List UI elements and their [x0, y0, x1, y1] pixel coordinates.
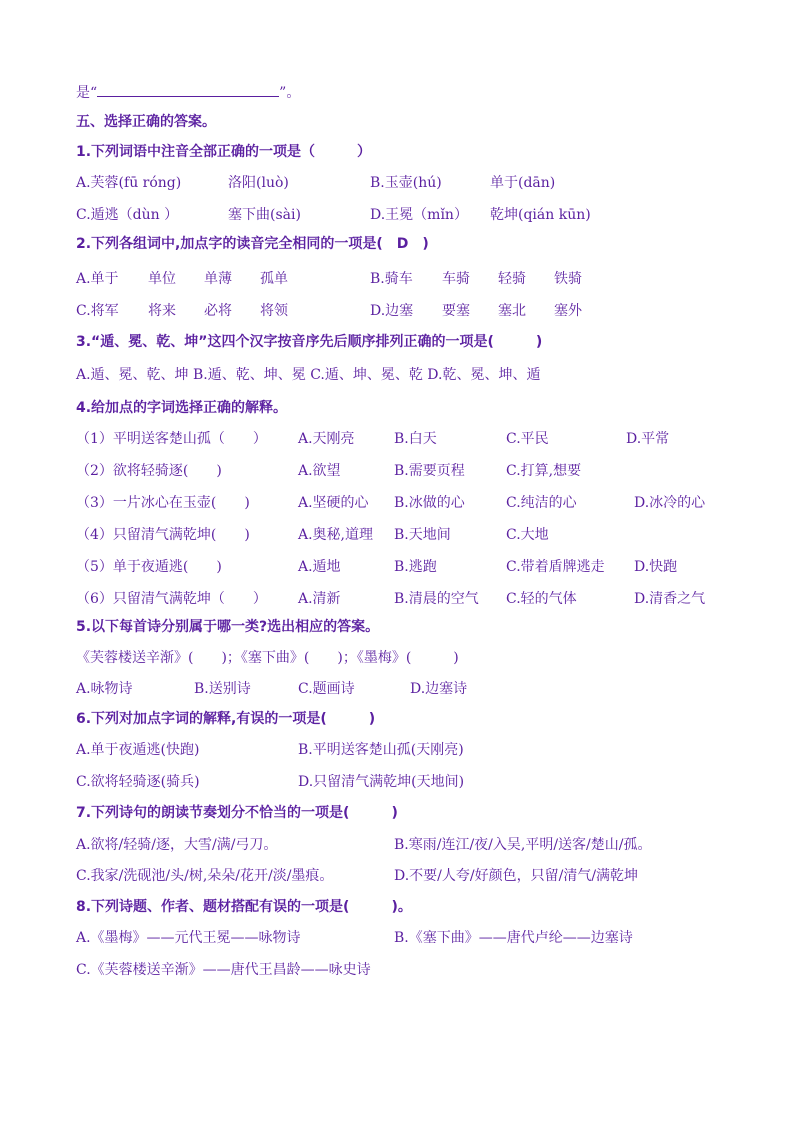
q1-option-c2: 塞下曲(sài): [228, 207, 301, 223]
q1-option-b: B.玉壶(hú): [370, 175, 442, 191]
q1-option-d2: 乾坤(qián kūn): [490, 207, 591, 223]
q6-option-d: D.只留清气满乾坤(天地间): [298, 774, 465, 790]
q4-option: C.带着盾牌逃走: [506, 559, 605, 575]
q2-word: 要塞: [442, 303, 470, 319]
q4-option: D.快跑: [634, 559, 678, 575]
q4-option: B.白天: [394, 431, 437, 447]
q5-option: C.题画诗: [298, 681, 355, 697]
q4-option: A.坚硬的心: [298, 495, 369, 511]
q2-word: C.将军: [76, 303, 119, 319]
intro-prefix: 是“: [76, 85, 98, 101]
q4-stem: （3）一片冰心在玉壶( ): [76, 495, 250, 511]
q7-option-d: D.不要/人夸/好颜色，只留/清气/满乾坤: [394, 868, 639, 884]
q2-word: 塞北: [498, 303, 526, 319]
q8-option-b: B.《塞下曲》——唐代卢纶——边塞诗: [394, 930, 633, 946]
question-6-title: 6.下列对加点字词的解释,有误的一项是( ): [76, 711, 376, 727]
q1-option-b2: 单于(dān): [490, 175, 556, 191]
q2-word: B.骑车: [370, 271, 413, 287]
section-title: 五、选择正确的答案。: [76, 114, 216, 130]
q4-option: D.清香之气: [634, 591, 706, 607]
q4-option: B.需要页程: [394, 463, 465, 479]
question-4-title: 4.给加点的字词选择正确的解释。: [76, 400, 288, 416]
question-8-title: 8.下列诗题、作者、题材搭配有误的一项是( )。: [76, 899, 412, 915]
question-3-options: A.遁、冕、乾、坤 B.遁、乾、坤、冕 C.遁、坤、冕、乾 D.乾、冕、坤、遁: [76, 367, 541, 383]
q8-option-a: A.《墨梅》——元代王冕——咏物诗: [76, 930, 301, 946]
q5-option: D.边塞诗: [410, 681, 468, 697]
q7-option-c: C.我家/洗砚池/头/树,朵朵/花开/淡/墨痕。: [76, 868, 334, 884]
q4-option: D.平常: [626, 431, 670, 447]
q2-word: 车骑: [442, 271, 470, 287]
question-1-title: 1.下列词语中注音全部正确的一项是（ ）: [76, 144, 372, 160]
question-2-title: 2.下列各组词中,加点字的读音完全相同的一项是( D ): [76, 236, 429, 252]
q7-option-a: A.欲将/轻骑/逐，大雪/满/弓刀。: [76, 837, 278, 853]
q4-stem: （2）欲将轻骑逐( ): [76, 463, 222, 479]
q2-word: 单位: [148, 271, 176, 287]
q5-option: A.咏物诗: [76, 681, 133, 697]
q4-option: B.天地间: [394, 527, 451, 543]
q4-option: B.逃跑: [394, 559, 437, 575]
q2-word: 铁骑: [554, 271, 582, 287]
q4-option: D.冰冷的心: [634, 495, 706, 511]
q4-option: A.天刚亮: [298, 431, 355, 447]
q2-word: 轻骑: [498, 271, 526, 287]
q7-option-b: B.寒雨/连江/夜/入吴,平明/送客/楚山/孤。: [394, 837, 652, 853]
intro-suffix: ”。: [279, 85, 301, 101]
q4-stem: （1）平明送客楚山孤（ ）: [76, 431, 267, 447]
question-5-poems: 《芙蓉楼送辛渐》( )；《塞下曲》( )；《墨梅》( ): [76, 650, 459, 666]
q4-option: A.清新: [298, 591, 341, 607]
intro-line: [76, 82, 300, 103]
q4-option: B.清晨的空气: [394, 591, 479, 607]
q2-word: 必将: [204, 303, 232, 319]
q4-stem: （6）只留清气满乾坤（ ）: [76, 591, 267, 607]
q4-stem: （4）只留清气满乾坤( ): [76, 527, 250, 543]
q1-option-a: A.芙蓉(fū róng): [76, 175, 182, 191]
q4-stem: （5）单于夜遁逃( ): [76, 559, 222, 575]
q1-option-a2: 洛阳(luò): [228, 175, 289, 191]
q2-word: 将领: [260, 303, 288, 319]
q8-option-c: C.《芙蓉楼送辛渐》——唐代王昌龄——咏史诗: [76, 962, 371, 978]
question-3-title: 3.“遁、冕、乾、坤”这四个汉字按音序先后顺序排列正确的一项是( ): [76, 334, 543, 350]
q4-option: C.打算,想要: [506, 463, 582, 479]
q4-option: C.平民: [506, 431, 549, 447]
q6-option-c: C.欲将轻骑逐(骑兵): [76, 774, 200, 790]
q4-option: C.大地: [506, 527, 549, 543]
q4-option: A.欲望: [298, 463, 341, 479]
answer-blank: [97, 82, 279, 97]
q6-option-b: B.平明送客楚山孤(天刚亮): [298, 742, 464, 758]
q2-word: 将来: [148, 303, 176, 319]
q2-word: 单薄: [204, 271, 232, 287]
q2-word: 孤单: [260, 271, 288, 287]
q1-option-d: D.王冕（mǐn）: [370, 207, 468, 223]
q4-option: C.纯洁的心: [506, 495, 577, 511]
q2-word: 塞外: [554, 303, 582, 319]
q2-word: A.单于: [76, 271, 119, 287]
q2-word: D.边塞: [370, 303, 414, 319]
q5-option: B.送别诗: [194, 681, 251, 697]
question-5-title: 5.以下每首诗分别属于哪一类?选出相应的答案。: [76, 619, 380, 635]
q1-option-c: C.遁逃（dùn ）: [76, 207, 179, 223]
q6-option-a: A.单于夜遁逃(快跑): [76, 742, 200, 758]
q4-option: C.轻的气体: [506, 591, 577, 607]
q4-option: A.遁地: [298, 559, 341, 575]
q4-option: B.冰做的心: [394, 495, 465, 511]
question-7-title: 7.下列诗句的朗读节奏划分不恰当的一项是( ): [76, 805, 398, 821]
q4-option: A.奥秘,道理: [298, 527, 374, 543]
